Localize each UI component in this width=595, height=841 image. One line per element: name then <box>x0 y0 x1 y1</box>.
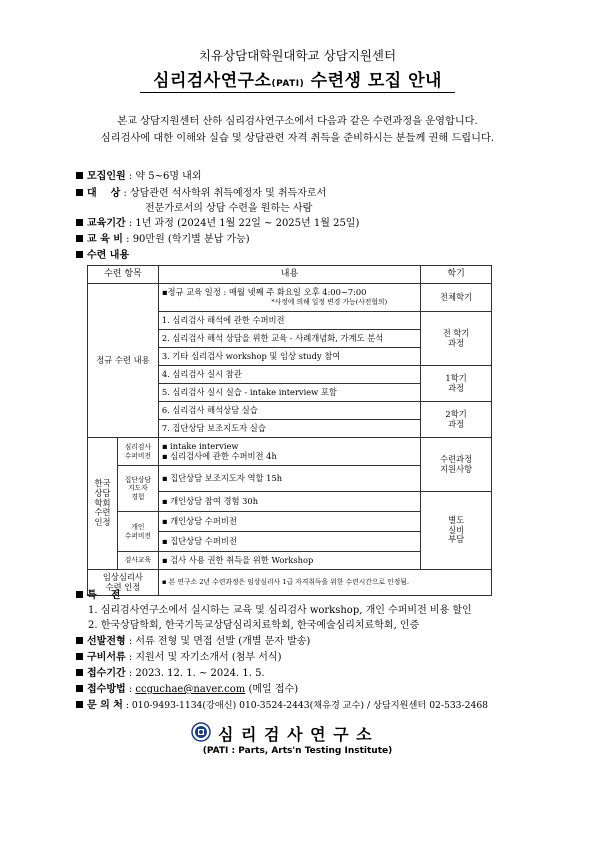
title-rest: 수련생 모집 안내 <box>310 71 442 91</box>
sub-group-label: 집단상담 지도자 경험 <box>117 466 158 512</box>
info-content: 수련 내용 <box>76 246 129 261</box>
bullet-square-icon <box>76 653 83 660</box>
institute-logo-icon <box>191 722 211 742</box>
info-period: 교육기간 : 1년 과정 (2024년 1월 22일 ~ 2025년 1월 25일) <box>76 214 359 229</box>
intro-line-2: 심리검사에 대한 이해와 실습 및 상담관련 자격 취득을 준비하시는 분들께 권해 드립니다. <box>100 133 495 144</box>
col-header-semester: 학기 <box>421 266 492 284</box>
info-apply-period: 접수기간 : 2023. 12. 1. ~ 2024. 1. 5. <box>76 664 265 679</box>
regular-label: 정규 수련 내용 <box>88 284 159 438</box>
info-documents: 구비서류 : 지원서 및 자기소개서 (첨부 서식) <box>76 648 281 663</box>
info-contact: 문 의 처 : 010-9493-1134(강애신) 010-3524-2443(채유경 교수) / 상담지원센터 02-533-2468 <box>76 696 488 711</box>
info-recruit: 모집인원 : 약 5~6명 내외 <box>76 167 201 182</box>
info-fee: 교 육 비 : 90만원 (학기별 분납 가능) <box>76 230 250 245</box>
title-pati: (PATI) <box>271 79 305 89</box>
clinical-item: ▪ 본 연구소 2년 수련과정은 임상심리사 1급 자격취득을 위한 수련시간으로 인정됨. <box>158 570 491 596</box>
semester-support: 수련과정 지원사항 <box>421 438 492 492</box>
sub-individual-label: 개인 수퍼비전 <box>117 512 158 552</box>
sub-testing-label: 검사교육 <box>117 552 158 570</box>
schedule-line: ▪정규 교육 일정 : 매월 넷째 주 화요일 오후 4:00~7:00 <box>161 287 367 298</box>
special-heading: 특 전 <box>76 586 120 601</box>
info-apply-method: 접수방법 : ccguchae@naver.com (메일 접수) <box>76 680 298 695</box>
bullet-square-icon <box>76 685 83 692</box>
table-row: 7. 집단상담 보조지도자 실습 <box>158 420 420 438</box>
bullet-square-icon <box>76 637 83 644</box>
bullet-square-icon <box>76 219 83 226</box>
sub-supervision-label: 심리검사 수퍼비전 <box>117 438 158 466</box>
table-row: ▪ 검사 사용 권한 취득을 위한 Workshop <box>158 552 420 570</box>
bullet-square-icon <box>76 701 83 708</box>
special-item-1: 1. 심리검사연구소에서 실시하는 교육 및 심리검사 workshop, 개인 수퍼비전 비용 할인 <box>88 605 472 616</box>
table-row: ▪ 집단상담 수퍼비전 <box>158 532 420 552</box>
semester-separate: 별도 실비 부담 <box>421 492 492 570</box>
table-row: 3. 기타 심리검사 workshop 및 임상 study 참여 <box>158 348 420 366</box>
info-target-line2: 전문가로서의 상담 수련을 원하는 사람 <box>145 203 313 214</box>
semester-full: 전 학기 과정 <box>421 312 492 366</box>
table-row: 2. 심리검사 해석 상담을 위한 교육 - 사례개념화, 가계도 분석 <box>158 330 420 348</box>
semester-2: 2학기 과정 <box>421 402 492 438</box>
semester-1: 1학기 과정 <box>421 366 492 402</box>
page-title <box>0 66 595 91</box>
bullet-square-icon <box>76 669 83 676</box>
schedule-note: *사정에 의해 일정 변경 가능(사전협의) <box>271 298 388 307</box>
title-main: 심리검사연구소 <box>153 71 272 91</box>
footer-institute-name: 심 리 검 사 연 구 소 <box>218 725 373 744</box>
bullet-square-icon <box>76 189 83 196</box>
table-row: 4. 심리검사 실시 참관 <box>158 366 420 384</box>
clinical-label: 임상심리사 수련 인정 <box>88 570 159 596</box>
email-link[interactable]: ccguchae@naver.com <box>135 684 246 695</box>
bullet-square-icon <box>76 251 83 258</box>
table-row: 5. 심리검사 실시 실습 - intake interview 포함 <box>158 384 420 402</box>
bullet-square-icon <box>76 235 83 242</box>
list-item: ▪ 심리검사에 관한 수퍼비전 4h <box>162 452 417 462</box>
footer-english-name: (PATI : Parts, Arts'n Testing Institute) <box>202 746 393 756</box>
table-row: 6. 심리검사 해석상담 실습 <box>158 402 420 420</box>
table-row: ▪ 집단상담 보조지도자 역할 15h <box>158 466 420 492</box>
table-row <box>158 438 420 466</box>
intro-line-1: 본교 상담지원센터 산하 심리검사연구소에서 다음과 같은 수련과정을 운영합니다. <box>117 116 478 127</box>
table-row: ▪ 개인상담 참여 경험 30h <box>158 492 420 512</box>
table-row: 1. 심리검사 해석에 관한 수퍼비전 <box>158 312 420 330</box>
schedule-cell <box>158 284 420 312</box>
col-header-content: 내용 <box>158 266 420 284</box>
korea-assoc-label: 한국 상담 학회 수련 인정 <box>88 438 118 570</box>
semester-all: 전체학기 <box>421 284 492 312</box>
table-row: ▪ 개인상담 수퍼비전 <box>158 512 420 532</box>
training-table <box>87 265 492 596</box>
special-item-2: 2. 한국상담학회, 한국기독교상담심리치료학회, 한국예술심리치료학회, 인증 <box>88 620 420 631</box>
list-item: ▪ intake interview <box>162 442 417 452</box>
info-selection: 선발전형 : 서류 전형 및 면접 선발 (개별 문자 발송) <box>76 632 310 647</box>
center-name: 치유상담대학원대학교 상담지원센터 <box>198 48 397 63</box>
col-header-item: 수련 항목 <box>88 266 159 284</box>
bullet-square-icon <box>76 172 83 179</box>
bullet-square-icon <box>76 591 83 598</box>
title-underline <box>140 92 455 93</box>
info-target: 대 상 : 상담관련 석사학위 취득예정자 및 취득자로서 <box>76 184 326 199</box>
